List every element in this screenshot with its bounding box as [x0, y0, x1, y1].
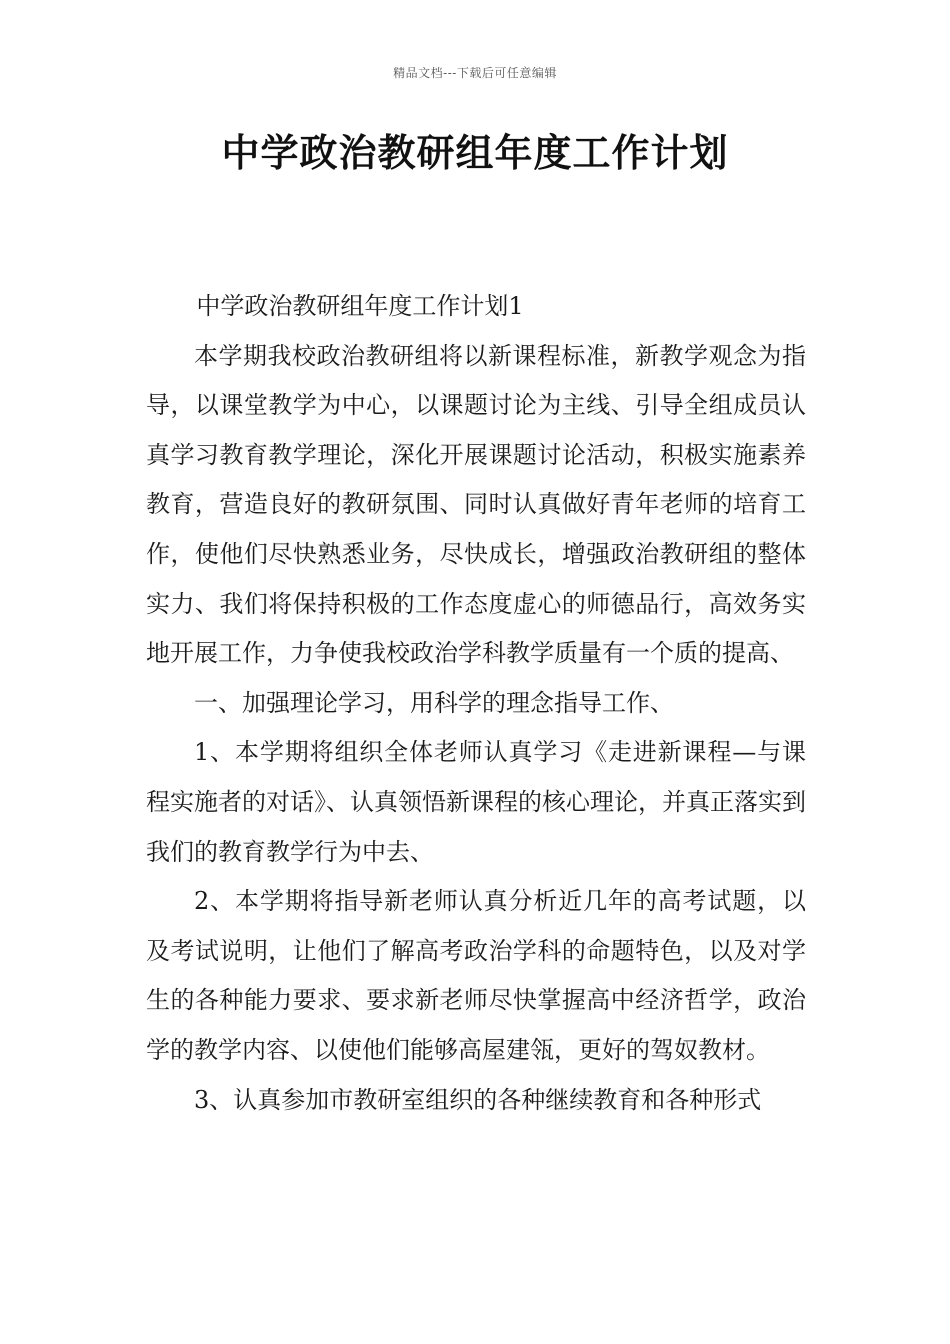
document-body: [146, 282, 806, 1125]
section-heading: 中学政治教研组年度工作计划1: [196, 292, 524, 320]
item-paragraph-1: 1、本学期将组织全体老师认真学习《走进新课程—与课程实施者的对话》、认真领悟新课程的核心理论，并真正落实到我们的教育教学行为中去、: [146, 738, 806, 866]
item-paragraph-2: 2、本学期将指导新老师认真分析近几年的高考试题，以及考试说明，让他们了解高考政治学科的命题特色，以及对学生的各种能力要求、要求新老师尽快掌握高中经济哲学，政治学的教学内容、以使他们能够高屋建瓴，更好的驾奴教材。: [146, 887, 806, 1064]
header-note: 精品文档---下载后可任意编辑: [393, 66, 557, 80]
item-paragraph-3: 3、认真参加市教研室组织的各种继续教育和各种形式: [194, 1085, 762, 1114]
intro-paragraph: 本学期我校政治教研组将以新课程标准，新教学观念为指导，以课堂教学为中心，以课题讨论为主线、引导全组成员认真学习教育教学理论，深化开展课题讨论活动，积极实施素养教育，营造良好的教研氛围、同时认真做好青年老师的培育工作，使他们尽快熟悉业务，尽快成长，增强政治教研组的整体实力、我们将保持积极的工作态度虚心的师德品行，高效务实地开展工作，力争使我校政治学科教学质量有一个质的提高、: [146, 341, 806, 668]
document-title: 中学政治教研组年度工作计划: [221, 131, 729, 175]
section-heading-1: 一、加强理论学习，用科学的理念指导工作、: [194, 688, 674, 717]
